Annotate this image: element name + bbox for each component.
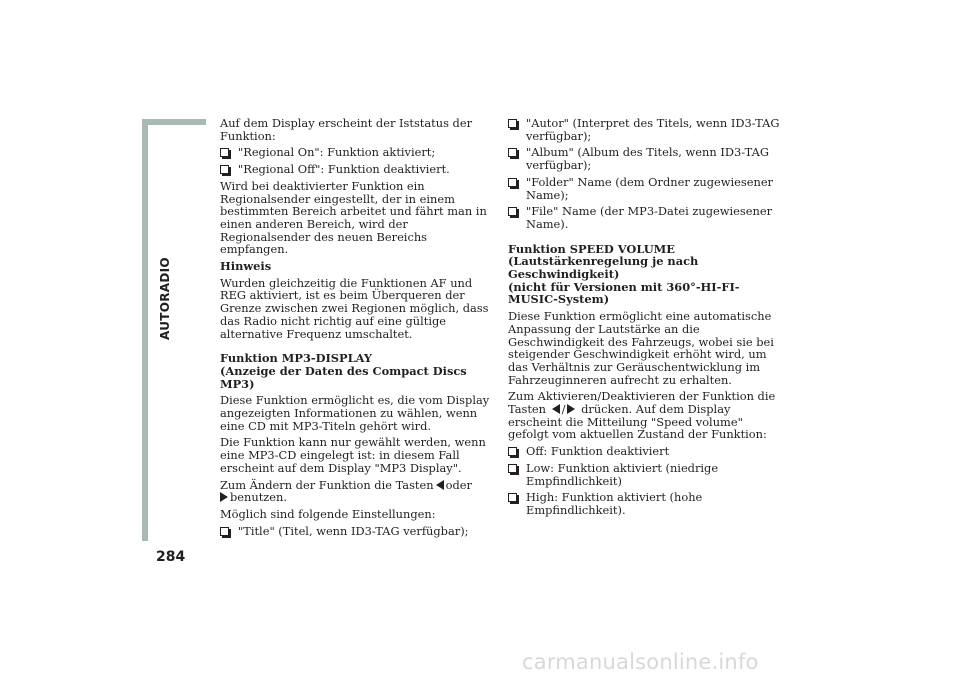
checkbox-bullet-icon bbox=[508, 148, 517, 157]
heading-speed-volume-note: (nicht für Versionen mit 360°-HI-FI-MUSIC-System) bbox=[508, 279, 740, 307]
paragraph: Wurden gleichzeitig die Funktionen AF und REG aktiviert, ist es beim Überqueren der Grenze zwischen zwei Regionen möglich, dass das Radio nicht richtig auf eine gültige alternative Frequenz umschaltet. bbox=[220, 275, 489, 341]
paragraph: Diese Funktion ermöglicht es, die vom Display angezeigten Informationen zu wählen, wenn eine CD mit MP3-Titeln gehört wird. bbox=[220, 393, 490, 433]
list-item: "Title" (Titel, wenn ID3-TAG verfügbar); bbox=[220, 525, 492, 538]
checkbox-bullet-icon bbox=[508, 493, 517, 502]
triangle-left-icon bbox=[552, 404, 560, 414]
left-column bbox=[220, 117, 492, 541]
paragraph: Wird bei deaktivierter Funktion ein Regionalsender eingestellt, der in einem bestimmten Bereich arbeitet und fährt man in einen anderen Bereich, wird der Regionalsender des neuen Bereichs empfangen. bbox=[220, 178, 487, 257]
list-item: Low: Funktion aktiviert (niedrige Empfindlichkeit) bbox=[508, 462, 780, 487]
checkbox-bullet-icon bbox=[220, 165, 229, 174]
checkbox-bullet-icon bbox=[508, 447, 517, 456]
checkbox-bullet-icon bbox=[508, 207, 517, 216]
list-item: "File" Name (der MP3-Datei zugewiesener Name). bbox=[508, 205, 780, 230]
checkbox-bullet-icon bbox=[508, 119, 517, 128]
paragraph: Zum Aktivieren/Deaktivieren der Funktion die Tasten / drücken. Auf dem Display erscheint die Mitteilung "Speed volume" gefolgt vom aktuellen Zustand der Funktion: bbox=[508, 389, 776, 442]
list-item: "Folder" Name (dem Ordner zugewiesener Name); bbox=[508, 176, 780, 201]
paragraph: Diese Funktion ermöglicht eine automatische Anpassung der Lautstärke an die Geschwindigkeit des Fahrzeugs, wobei sie bei steigender Geschwindigkeit erhöht wird, um das Verhältnis zur Geräuschentwicklung im Fahrzeuginneren aufrecht zu erhalten. bbox=[508, 309, 774, 387]
right-column bbox=[508, 117, 780, 521]
page-number: 284 bbox=[156, 549, 186, 565]
list-item: Off: Funktion deaktiviert bbox=[508, 445, 780, 458]
heading-mp3-display: Funktion MP3-DISPLAY bbox=[220, 351, 373, 366]
checkbox-bullet-icon bbox=[220, 148, 229, 157]
margin-rail-top bbox=[142, 119, 206, 125]
heading-speed-volume: Funktion SPEED VOLUME bbox=[508, 241, 675, 256]
triangle-left-icon bbox=[436, 480, 444, 490]
triangle-right-icon bbox=[220, 492, 228, 502]
list-item: "Autor" (Interpret des Titels, wenn ID3-TAG verfügbar); bbox=[508, 117, 780, 142]
list-item: High: Funktion aktiviert (hohe Empfindlichkeit). bbox=[508, 491, 780, 516]
paragraph: Die Funktion kann nur gewählt werden, wenn eine MP3-CD eingelegt ist: in diesem Fall erscheint auf dem Display "MP3 Display". bbox=[220, 435, 486, 475]
triangle-right-icon bbox=[567, 404, 575, 414]
margin-rail-side bbox=[142, 119, 148, 541]
section-label: AUTORADIO bbox=[158, 257, 172, 340]
heading-mp3-display-sub: (Anzeige der Daten des Compact Discs MP3) bbox=[220, 363, 467, 391]
checkbox-bullet-icon bbox=[508, 178, 517, 187]
paragraph: Zum Ändern der Funktion die Tasten oder benutzen. bbox=[220, 477, 472, 505]
heading-hinweis: Hinweis bbox=[220, 259, 272, 274]
list-item: "Regional Off": Funktion deaktiviert. bbox=[220, 163, 492, 176]
paragraph: Auf dem Display erscheint der Iststatus der Funktion: bbox=[220, 116, 473, 143]
list-item: "Regional On": Funktion aktiviert; bbox=[220, 146, 492, 159]
heading-speed-volume-sub: (Lautstärkenregelung je nach Geschwindigkeit) bbox=[508, 254, 699, 282]
list-item: "Album" (Album des Titels, wenn ID3-TAG verfügbar); bbox=[508, 146, 780, 171]
paragraph: Möglich sind folgende Einstellungen: bbox=[220, 506, 436, 521]
checkbox-bullet-icon bbox=[220, 527, 229, 536]
watermark: carmanualsonline.info bbox=[522, 650, 759, 674]
checkbox-bullet-icon bbox=[508, 464, 517, 473]
